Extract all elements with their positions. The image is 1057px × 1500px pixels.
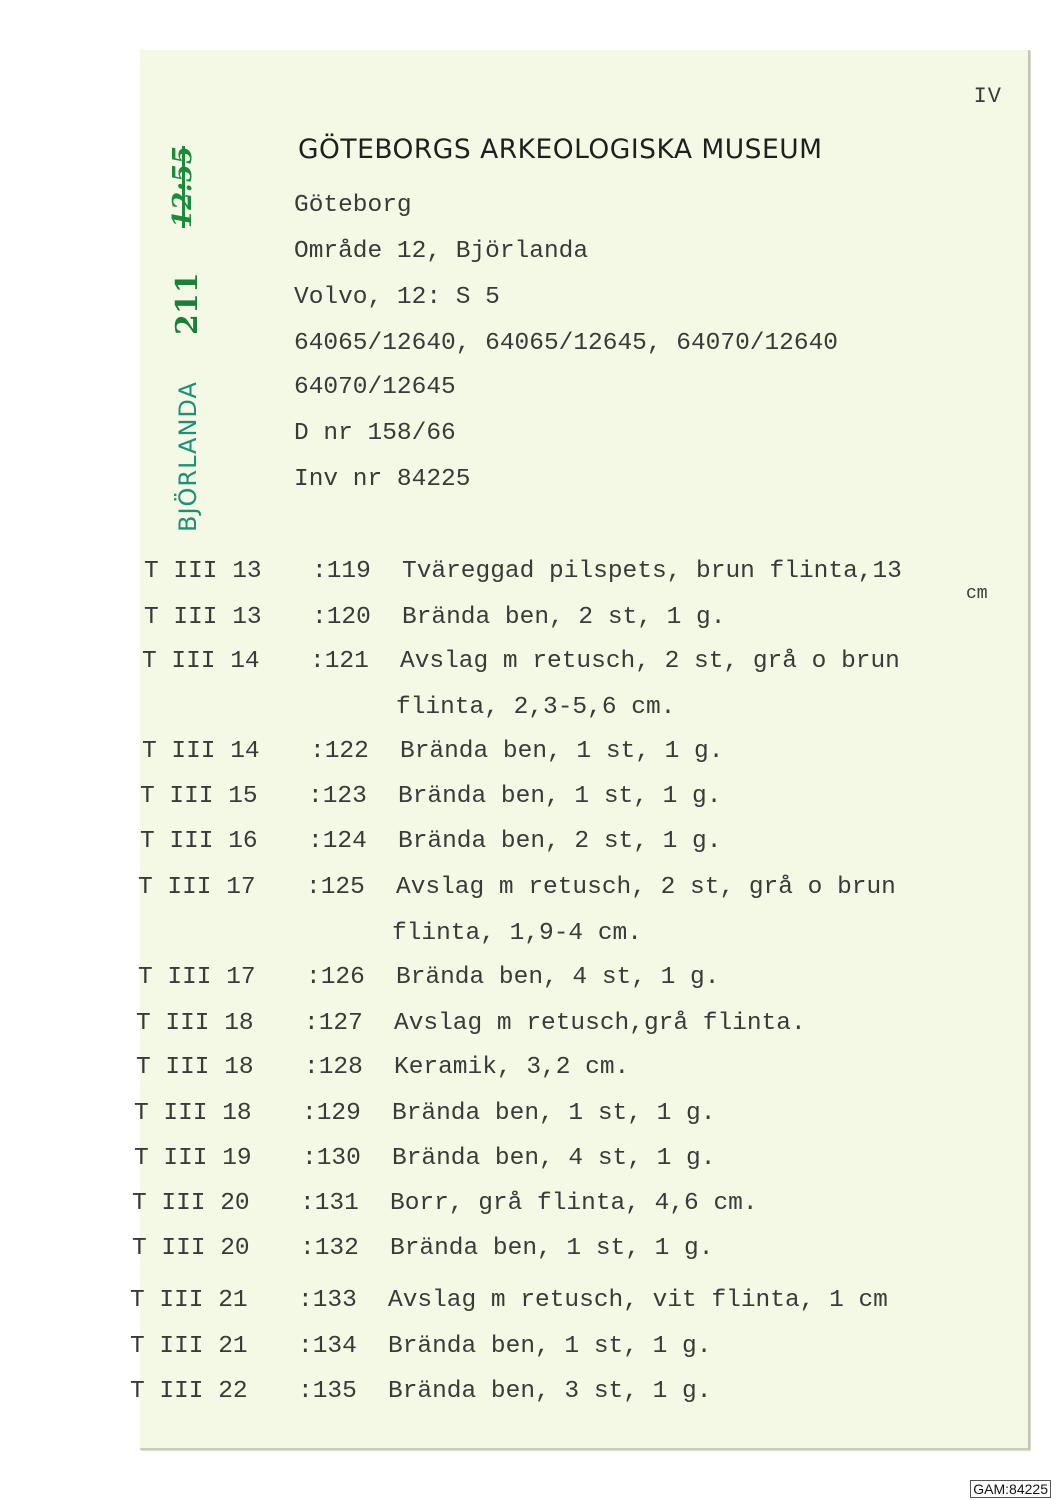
entry-code: T III 18 — [136, 1010, 254, 1037]
catalog-entry — [140, 828, 1012, 858]
entry-code: T III 17 — [138, 964, 256, 991]
entry-code: T III 13 — [144, 604, 262, 631]
entry-description: Brända ben, 1 st, 1 g. — [388, 1333, 712, 1360]
entry-code: T III 15 — [140, 783, 258, 810]
entry-number: :122 — [310, 738, 369, 765]
entry-number: :127 — [304, 1010, 363, 1037]
catalog-entry — [134, 1100, 1012, 1130]
entry-number: :129 — [302, 1100, 361, 1127]
catalog-entry — [136, 1054, 1012, 1084]
entry-unit-subscript: cm — [966, 584, 988, 604]
entry-code: T III 20 — [132, 1190, 250, 1217]
reference-label: GAM:84225 — [970, 1480, 1051, 1498]
entry-code: T III 14 — [142, 738, 260, 765]
catalog-entry — [138, 964, 1012, 994]
entry-number: :119 — [312, 558, 371, 585]
entry-code: T III 17 — [138, 874, 256, 901]
struck-handwritten-number: 12:55 — [168, 146, 198, 228]
header-diary-number: D nr 158/66 — [294, 420, 456, 447]
entry-continuation: flinta, 1,9-4 cm. — [392, 920, 642, 947]
catalog-entry — [144, 558, 1012, 588]
entry-description: Brända ben, 1 st, 1 g. — [400, 738, 724, 765]
page-number: IV — [973, 84, 1002, 109]
entry-number: :124 — [308, 828, 367, 855]
entry-number: :131 — [300, 1190, 359, 1217]
entry-description: Brända ben, 2 st, 1 g. — [402, 604, 726, 631]
header-coordinates-1: 64065/12640, 64065/12645, 64070/12640 — [294, 330, 838, 357]
catalog-entry — [130, 1333, 1012, 1363]
header-site: Volvo, 12: S 5 — [294, 284, 500, 311]
entry-number: :126 — [306, 964, 365, 991]
entry-code: T III 22 — [130, 1378, 248, 1405]
entry-description: Brända ben, 4 st, 1 g. — [392, 1145, 716, 1172]
catalog-entry — [130, 1378, 1012, 1408]
catalog-entry — [144, 604, 1012, 634]
catalog-entry — [142, 648, 1012, 678]
entry-code: T III 20 — [132, 1235, 250, 1262]
museum-title: GÖTEBORGS ARKEOLOGISKA MUSEUM — [298, 134, 823, 165]
entry-code: T III 18 — [134, 1100, 252, 1127]
entry-number: :125 — [306, 874, 365, 901]
entry-description: Brända ben, 3 st, 1 g. — [388, 1378, 712, 1405]
entry-number: :121 — [310, 648, 369, 675]
entry-number: :132 — [300, 1235, 359, 1262]
entry-code: T III 16 — [140, 828, 258, 855]
entry-description: Brända ben, 2 st, 1 g. — [398, 828, 722, 855]
entry-number: :134 — [298, 1333, 357, 1360]
header-area: Område 12, Björlanda — [294, 238, 589, 265]
entry-description: Avslag m retusch, 2 st, grå o brun — [400, 648, 900, 675]
entry-number: :130 — [302, 1145, 361, 1172]
entry-code: T III 13 — [144, 558, 262, 585]
catalog-entry — [140, 783, 1012, 813]
catalog-entry — [136, 1010, 1012, 1040]
header-city: Göteborg — [294, 192, 412, 219]
entry-continuation: flinta, 2,3-5,6 cm. — [396, 694, 676, 721]
entry-number: :133 — [298, 1287, 357, 1314]
place-stamp: BJÖRLANDA — [174, 381, 202, 532]
entry-description: Borr, grå flinta, 4,6 cm. — [390, 1190, 758, 1217]
entry-number: :135 — [298, 1378, 357, 1405]
entry-description: Brända ben, 1 st, 1 g. — [392, 1100, 716, 1127]
entry-code: T III 14 — [142, 648, 260, 675]
entry-code: T III 21 — [130, 1287, 248, 1314]
header-coordinates-2: 64070/12645 — [294, 374, 456, 401]
catalog-entry — [130, 1287, 1012, 1317]
entry-number: :128 — [304, 1054, 363, 1081]
entry-description: Brända ben, 1 st, 1 g. — [390, 1235, 714, 1262]
catalog-entry — [142, 738, 1012, 768]
entry-code: T III 18 — [136, 1054, 254, 1081]
entry-description: Avslag m retusch,grå flinta. — [394, 1010, 806, 1037]
catalog-entry — [134, 1145, 1012, 1175]
entry-description: Brända ben, 1 st, 1 g. — [398, 783, 722, 810]
catalog-entry — [132, 1235, 1012, 1265]
entry-code: T III 19 — [134, 1145, 252, 1172]
entry-description: Avslag m retusch, vit flinta, 1 cm — [388, 1287, 888, 1314]
entry-number: :120 — [312, 604, 371, 631]
entry-code: T III 21 — [130, 1333, 248, 1360]
entry-description: Brända ben, 4 st, 1 g. — [396, 964, 720, 991]
catalog-entry — [138, 874, 1012, 904]
entry-number: :123 — [308, 783, 367, 810]
entry-description: Avslag m retusch, 2 st, grå o brun — [396, 874, 896, 901]
header-inventory-number: Inv nr 84225 — [294, 466, 471, 493]
catalog-entry — [132, 1190, 1012, 1220]
entry-description: Tväreggad pilspets, brun flinta,13 — [402, 558, 902, 585]
handwritten-number: 211 — [170, 272, 205, 335]
entry-description: Keramik, 3,2 cm. — [394, 1054, 630, 1081]
